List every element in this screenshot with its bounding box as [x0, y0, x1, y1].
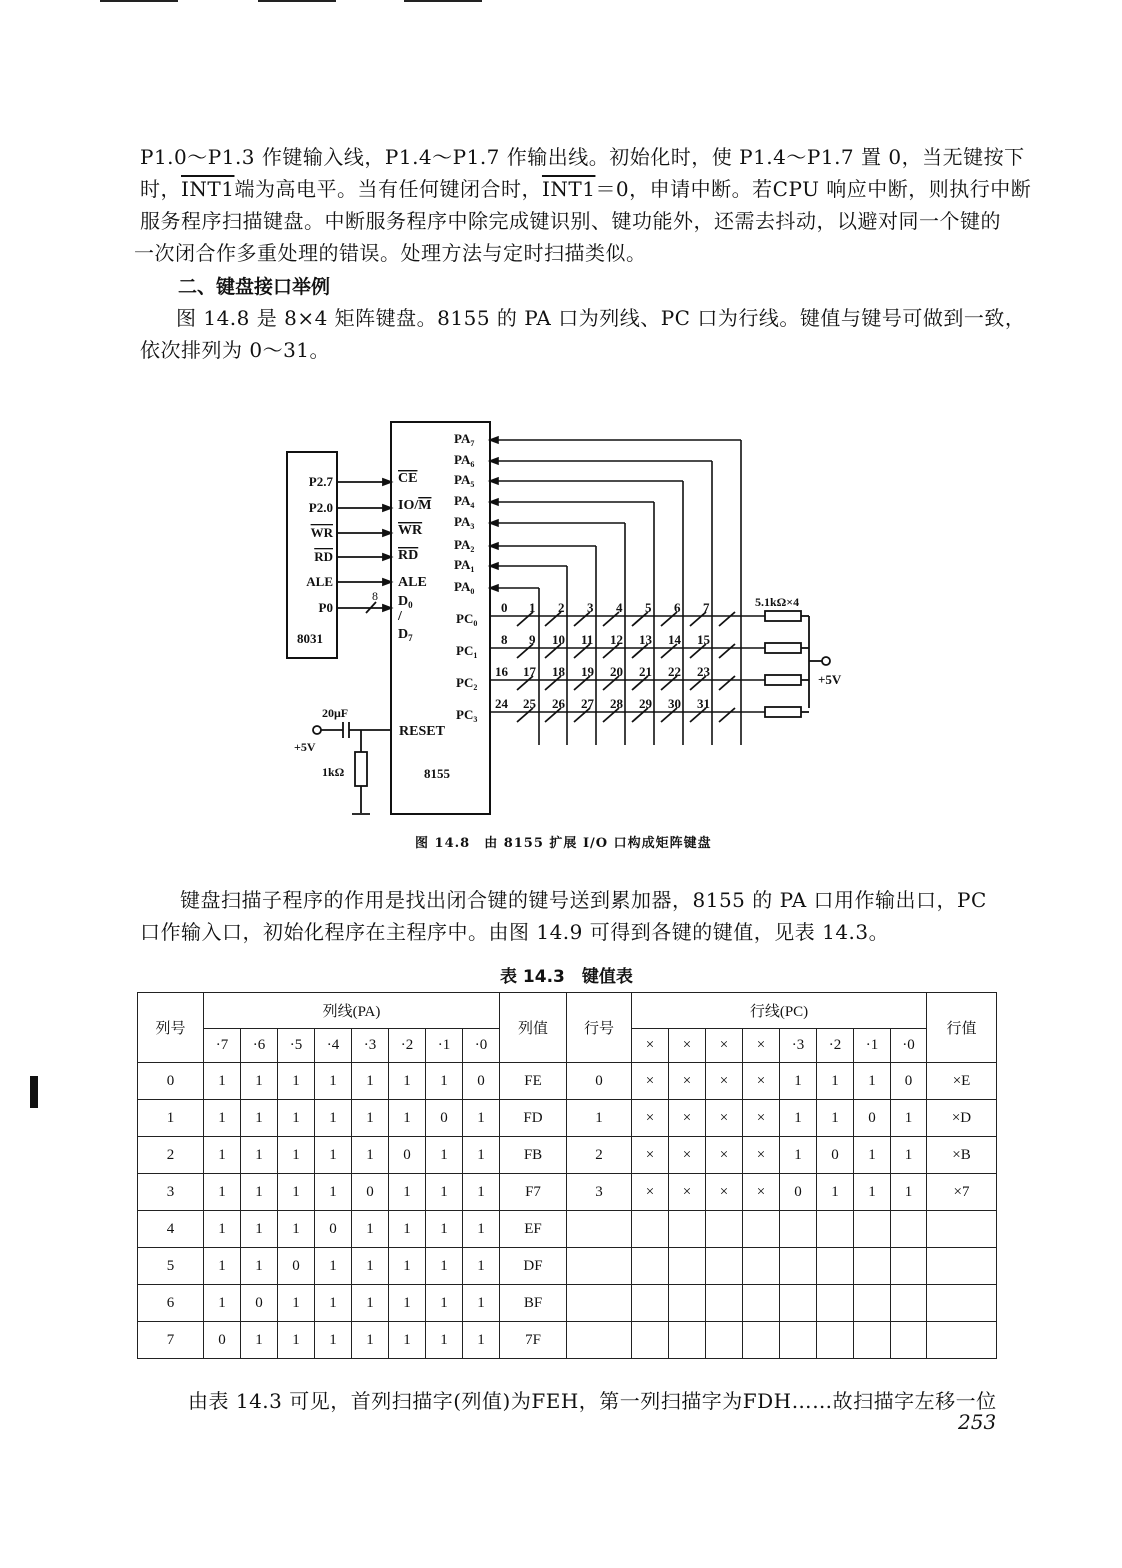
- pc-bit-cell: ×: [669, 1100, 706, 1137]
- column-number-cell: 3: [138, 1174, 204, 1211]
- pc-bit-header: ·0: [891, 1029, 927, 1063]
- reset-resistor-label: 1kΩ: [322, 765, 345, 779]
- wire-arrow: [490, 543, 498, 549]
- pc-bit-cell: [632, 1248, 669, 1285]
- wire-arrow: [490, 499, 498, 505]
- pa-pin-label: $PA_0$: [454, 579, 475, 596]
- key-switch: [719, 644, 735, 658]
- pin-8155-label: $D_0$: [398, 594, 413, 610]
- header-column-value: 列值: [500, 993, 567, 1063]
- pc-bit-cell: [817, 1322, 854, 1359]
- pc-bit-cell: [780, 1211, 817, 1248]
- key-number: 3: [587, 600, 594, 615]
- key-number: 19: [581, 664, 594, 679]
- page-number: 253: [958, 1410, 997, 1434]
- pa-bit-cell: 1: [241, 1248, 278, 1285]
- key-number: 10: [552, 632, 565, 647]
- pc-bit-cell: ×: [706, 1063, 743, 1100]
- pa-bit-cell: 1: [315, 1137, 352, 1174]
- pa-bit-cell: 0: [426, 1100, 463, 1137]
- wire-arrow: [383, 605, 391, 611]
- key-switch: [719, 708, 735, 722]
- pa-bit-cell: 1: [426, 1322, 463, 1359]
- pc-bit-cell: [854, 1248, 891, 1285]
- key-number: 6: [674, 600, 681, 615]
- column-value-cell: DF: [500, 1248, 567, 1285]
- pc-pin-label: $PC_3$: [456, 707, 478, 724]
- table-row: [138, 1285, 997, 1322]
- pc-bit-cell: [743, 1285, 780, 1322]
- row-number-cell: 1: [567, 1100, 632, 1137]
- key-number: 25: [523, 696, 536, 711]
- column-value-cell: BF: [500, 1285, 567, 1322]
- pa-bit-cell: 1: [204, 1211, 241, 1248]
- paragraph-3-line: 口作输入口，初始化程序在主程序中。由图 14.9 可得到各键的键值，见表 14.3。: [140, 920, 890, 944]
- pc-bit-cell: [743, 1248, 780, 1285]
- column-number-cell: 1: [138, 1100, 204, 1137]
- pc-bit-cell: 1: [854, 1174, 891, 1211]
- pc-bit-cell: 1: [854, 1063, 891, 1100]
- pc-bit-cell: 0: [817, 1137, 854, 1174]
- pc-bit-cell: [743, 1322, 780, 1359]
- supply-node: [809, 616, 830, 708]
- reset-pin-label: RESET: [399, 724, 445, 739]
- pa-bit-cell: 1: [352, 1063, 389, 1100]
- pc-bit-cell: [817, 1285, 854, 1322]
- wire-arrow: [490, 458, 498, 464]
- key-number: 26: [552, 696, 565, 711]
- margin-mark: [30, 1076, 38, 1108]
- capacitor-label: 20μF: [322, 706, 349, 720]
- pa-bit-cell: 1: [278, 1100, 315, 1137]
- pa-bit-cell: 1: [389, 1063, 426, 1100]
- key-number: 5: [645, 600, 652, 615]
- key-number: 0: [501, 600, 508, 615]
- pa-bit-cell: 1: [463, 1100, 500, 1137]
- pa-bit-cell: 1: [278, 1285, 315, 1322]
- pc-bit-cell: ×: [669, 1063, 706, 1100]
- int1-signal: INT1: [181, 177, 235, 201]
- pc-bit-cell: [669, 1285, 706, 1322]
- wire-arrow: [490, 563, 498, 569]
- pa-bit-header: ·4: [315, 1029, 352, 1063]
- pc-bit-cell: ×: [743, 1137, 780, 1174]
- header-pa: 列线(PA): [204, 993, 500, 1029]
- pc-bit-cell: ×: [632, 1063, 669, 1100]
- pa-bit-cell: 1: [352, 1248, 389, 1285]
- pa-bit-header: ·1: [426, 1029, 463, 1063]
- column-number-cell: 6: [138, 1285, 204, 1322]
- paragraph-1-line: P1.0～P1.3 作键输入线，P1.4～P1.7 作输出线。初始化时，使 P1.4～P1.7 置 0，当无键按下: [140, 145, 1025, 169]
- wire-arrow: [490, 585, 498, 591]
- paragraph-2-line: 依次排列为 0～31。: [140, 338, 331, 362]
- pc-bit-cell: [706, 1248, 743, 1285]
- key-number: 9: [529, 632, 536, 647]
- key-number: 4: [616, 600, 623, 615]
- wire-arrow: [383, 554, 391, 560]
- pc-bit-cell: 0: [780, 1174, 817, 1211]
- key-number: 15: [697, 632, 710, 647]
- table-row: [138, 1100, 997, 1137]
- key-number: 18: [552, 664, 565, 679]
- pa-bit-cell: 1: [315, 1322, 352, 1359]
- pa-bit-cell: 1: [389, 1322, 426, 1359]
- key-switch: [719, 612, 735, 626]
- key-number: 31: [697, 696, 710, 711]
- key-value-table: [137, 992, 997, 1359]
- wire-arrow: [490, 478, 498, 484]
- pa-bit-cell: 1: [315, 1174, 352, 1211]
- pc-bit-header: ×: [669, 1029, 706, 1063]
- key-number: 13: [639, 632, 652, 647]
- pc-bit-cell: ×: [706, 1100, 743, 1137]
- key-number: 17: [523, 664, 536, 679]
- pa-bit-cell: 0: [241, 1285, 278, 1322]
- pc-bit-cell: [669, 1322, 706, 1359]
- pc-bit-cell: [706, 1211, 743, 1248]
- pullup-resistor: [765, 611, 801, 621]
- pc-bit-header: ×: [706, 1029, 743, 1063]
- pa-pin-label: $PA_6$: [454, 452, 475, 469]
- column-value-cell: FB: [500, 1137, 567, 1174]
- pa-pin-label: $PA_5$: [454, 472, 475, 489]
- table-row: [138, 1174, 997, 1211]
- pin-8031-label: ALE: [306, 574, 333, 589]
- pa-bit-cell: 1: [463, 1285, 500, 1322]
- pc-bit-cell: ×: [743, 1063, 780, 1100]
- key-number: 2: [558, 600, 565, 615]
- key-number: 29: [639, 696, 652, 711]
- pa-bit-cell: 1: [389, 1285, 426, 1322]
- pc-bit-cell: [780, 1285, 817, 1322]
- pc-bit-cell: [891, 1285, 927, 1322]
- pc-bit-header: ·1: [854, 1029, 891, 1063]
- pa-bit-cell: 0: [204, 1322, 241, 1359]
- pc-pin-label: $PC_2$: [456, 675, 478, 692]
- column-value-cell: FD: [500, 1100, 567, 1137]
- pa-bit-cell: 1: [204, 1063, 241, 1100]
- column-number-cell: 2: [138, 1137, 204, 1174]
- pin-8031-label: P0: [318, 600, 333, 615]
- row-value-cell: ×B: [927, 1137, 997, 1174]
- pc-bit-cell: 0: [891, 1063, 927, 1100]
- pa-bit-header: ·0: [463, 1029, 500, 1063]
- pc-bit-header: ×: [632, 1029, 669, 1063]
- pa-bit-cell: 1: [463, 1211, 500, 1248]
- pc-pin-label: $PC_0$: [456, 611, 478, 628]
- key-number: 7: [703, 600, 710, 615]
- pc-bit-cell: 1: [891, 1100, 927, 1137]
- key-number: 1: [529, 600, 536, 615]
- pc-bit-cell: [854, 1211, 891, 1248]
- pc-bit-cell: [780, 1322, 817, 1359]
- key-number: 16: [495, 664, 508, 679]
- pa-bit-cell: 1: [241, 1100, 278, 1137]
- row-value-cell: [927, 1322, 997, 1359]
- wire-arrow: [383, 505, 391, 511]
- pc-bit-cell: [706, 1322, 743, 1359]
- wire-arrow: [490, 520, 498, 526]
- pc-bit-cell: [854, 1285, 891, 1322]
- pa-bit-cell: 0: [278, 1248, 315, 1285]
- pa-bit-header: ·2: [389, 1029, 426, 1063]
- paragraph-4: 由表 14.3 可见，首列扫描字(列值)为FEH，第一列扫描字为FDH……故扫描字左移一位: [188, 1389, 997, 1413]
- column-number-cell: 0: [138, 1063, 204, 1100]
- pa-bit-cell: 1: [241, 1211, 278, 1248]
- pa-pin-label: $PA_2$: [454, 537, 475, 554]
- pc-bit-cell: ×: [632, 1137, 669, 1174]
- key-number: 12: [610, 632, 623, 647]
- header-row-number: 行号: [567, 993, 632, 1063]
- wire-arrow: [383, 479, 391, 485]
- pa-bit-cell: 1: [241, 1174, 278, 1211]
- pullup-resistor: [765, 707, 801, 717]
- wire-arrow: [383, 530, 391, 536]
- row-value-cell: [927, 1285, 997, 1322]
- pc-bit-cell: [632, 1322, 669, 1359]
- pc-bit-header: ·3: [780, 1029, 817, 1063]
- pin-8155-label: ALE: [398, 575, 427, 590]
- pin-8031-label: WR: [310, 525, 333, 540]
- column-value-cell: EF: [500, 1211, 567, 1248]
- chip-8031-label: 8031: [297, 631, 323, 646]
- pa-bit-cell: 0: [389, 1137, 426, 1174]
- pc-bit-cell: ×: [669, 1137, 706, 1174]
- pa-bit-cell: 1: [241, 1322, 278, 1359]
- pin-8155-label: $D_7$: [398, 627, 413, 643]
- table-row: [138, 1322, 997, 1359]
- row-number-cell: 2: [567, 1137, 632, 1174]
- pullup-resistor: [765, 675, 801, 685]
- pin-8155-label: /: [398, 609, 402, 624]
- pa-bit-cell: 1: [352, 1137, 389, 1174]
- pa-bit-cell: 1: [241, 1137, 278, 1174]
- pc-bit-cell: 1: [817, 1063, 854, 1100]
- pa-bit-cell: 1: [463, 1137, 500, 1174]
- paragraph-1-line: 一次闭合作多重处理的错误。处理方法与定时扫描类似。: [134, 241, 647, 265]
- figure-caption: 图 14.8 由 8155 扩展 I/O 口构成矩阵键盘: [415, 836, 712, 851]
- pc-bit-cell: 0: [854, 1100, 891, 1137]
- key-number: 22: [668, 664, 681, 679]
- pc-pin-label: $PC_1$: [456, 643, 478, 660]
- pa-bit-cell: 1: [463, 1248, 500, 1285]
- pc-bit-cell: [891, 1211, 927, 1248]
- header-row-value: 行值: [927, 993, 997, 1063]
- pc-bit-cell: [780, 1248, 817, 1285]
- pa-bit-header: ·5: [278, 1029, 315, 1063]
- wire-arrow: [383, 579, 391, 585]
- table-row: [138, 1137, 997, 1174]
- pc-bit-cell: ×: [706, 1174, 743, 1211]
- row-number-cell: [567, 1248, 632, 1285]
- pc-bit-cell: 1: [891, 1174, 927, 1211]
- supply-label: +5V: [818, 672, 842, 687]
- pc-bit-cell: ×: [669, 1174, 706, 1211]
- pa-bit-cell: 1: [426, 1063, 463, 1100]
- pa-bit-cell: 1: [426, 1137, 463, 1174]
- pa-bit-cell: 1: [315, 1100, 352, 1137]
- pc-bit-cell: [817, 1248, 854, 1285]
- pa-bit-cell: 1: [426, 1285, 463, 1322]
- pin-8155-label: WR: [398, 523, 423, 538]
- row-number-cell: 0: [567, 1063, 632, 1100]
- row-number-cell: [567, 1285, 632, 1322]
- pc-bit-cell: ×: [743, 1100, 780, 1137]
- pa-bit-cell: 1: [463, 1322, 500, 1359]
- bus-width-label: 8: [372, 589, 378, 603]
- resistor-label: 5.1kΩ×4: [755, 595, 800, 609]
- pin-8031-label: P2.0: [308, 500, 333, 515]
- pc-bit-cell: 1: [817, 1100, 854, 1137]
- column-number-cell: 7: [138, 1322, 204, 1359]
- key-number: 14: [668, 632, 681, 647]
- row-value-cell: ×7: [927, 1174, 997, 1211]
- pullup-resistor: [765, 643, 801, 653]
- pa-bit-cell: 1: [352, 1100, 389, 1137]
- pa-bit-cell: 1: [278, 1063, 315, 1100]
- pin-8155-label: RD: [398, 548, 419, 563]
- pa-bit-cell: 1: [426, 1174, 463, 1211]
- pa-pin-label: $PA_3$: [454, 514, 475, 531]
- key-number: 30: [668, 696, 681, 711]
- pa-bit-cell: 1: [204, 1248, 241, 1285]
- column-number-cell: 5: [138, 1248, 204, 1285]
- wire-arrow: [490, 437, 498, 443]
- pa-bit-cell: 1: [389, 1100, 426, 1137]
- pa-bit-cell: 1: [278, 1322, 315, 1359]
- column-number-cell: 4: [138, 1211, 204, 1248]
- pa-pin-label: $PA_1$: [454, 557, 475, 574]
- row-value-cell: [927, 1248, 997, 1285]
- key-number: 27: [581, 696, 594, 711]
- pc-bit-cell: 1: [780, 1100, 817, 1137]
- pa-bit-cell: 1: [278, 1137, 315, 1174]
- pc-bit-cell: [854, 1322, 891, 1359]
- paragraph-1-line: 时，INT1端为高电平。当有任何键闭合时，INT1＝0，申请中断。若CPU 响应中断，则执行中断: [140, 177, 1032, 201]
- paragraph-1-line: 服务程序扫描键盘。中断服务程序中除完成键识别、键功能外，还需去抖动，以避对同一个键的: [140, 209, 1001, 233]
- pa-bit-cell: 1: [204, 1100, 241, 1137]
- paragraph-3: [140, 884, 987, 948]
- pc-bit-header: ·2: [817, 1029, 854, 1063]
- pc-bit-cell: [669, 1211, 706, 1248]
- pc-bit-cell: ×: [706, 1137, 743, 1174]
- key-number: 8: [501, 632, 508, 647]
- paragraph-2-line: 图 14.8 是 8×4 矩阵键盘。8155 的 PA 口为列线、PC 口为行线。键值与键号可做到一致，: [176, 306, 1026, 330]
- pa-bit-cell: 1: [426, 1211, 463, 1248]
- pc-bit-cell: [891, 1322, 927, 1359]
- pin-8031-label: P2.7: [308, 474, 333, 489]
- pa-bit-cell: 0: [315, 1211, 352, 1248]
- table-title: 表 14.3 键值表: [500, 967, 633, 987]
- pc-bit-cell: [632, 1211, 669, 1248]
- pa-bit-cell: 1: [315, 1063, 352, 1100]
- section-heading: 二、键盘接口举例: [178, 276, 331, 298]
- chip-8155-label: 8155: [424, 766, 450, 781]
- column-value-cell: F7: [500, 1174, 567, 1211]
- table-row: [138, 1063, 997, 1100]
- pa-bit-cell: 1: [389, 1248, 426, 1285]
- pa-bit-cell: 1: [352, 1211, 389, 1248]
- pa-bit-cell: 1: [352, 1285, 389, 1322]
- key-number: 11: [581, 632, 594, 647]
- column-value-cell: FE: [500, 1063, 567, 1100]
- pc-bit-cell: 1: [891, 1137, 927, 1174]
- pc-bit-cell: ×: [743, 1174, 780, 1211]
- pc-bit-cell: 1: [780, 1137, 817, 1174]
- reset-supply-label: +5V: [294, 740, 316, 754]
- pa-bit-header: ·6: [241, 1029, 278, 1063]
- key-number: 21: [639, 664, 652, 679]
- pa-bit-cell: 1: [389, 1211, 426, 1248]
- pin-8155-label: IO/M: [398, 498, 432, 513]
- pa-bit-cell: 0: [463, 1063, 500, 1100]
- pa-bit-cell: 1: [426, 1248, 463, 1285]
- pa-bit-cell: 1: [204, 1174, 241, 1211]
- pc-bit-cell: 1: [817, 1174, 854, 1211]
- pc-bit-cell: [669, 1248, 706, 1285]
- pa-bit-cell: 1: [352, 1322, 389, 1359]
- pc-bit-cell: [891, 1248, 927, 1285]
- key-number: 24: [495, 696, 508, 711]
- paragraph-3-line: 键盘扫描子程序的作用是找出闭合键的键号送到累加器，8155 的 PA 口用作输出口，PC: [180, 888, 987, 912]
- row-value-cell: [927, 1211, 997, 1248]
- pin-8155-label: CE: [398, 471, 418, 486]
- pc-bit-cell: ×: [632, 1174, 669, 1211]
- pa-bit-cell: 0: [352, 1174, 389, 1211]
- row-value-cell: ×D: [927, 1100, 997, 1137]
- pa-bit-header: ·3: [352, 1029, 389, 1063]
- pa-bit-cell: 1: [315, 1248, 352, 1285]
- pc-bit-cell: 1: [780, 1063, 817, 1100]
- table-row: [138, 1248, 997, 1285]
- pa-bit-cell: 1: [278, 1211, 315, 1248]
- int1-signal: INT1: [541, 177, 596, 201]
- pc-bit-cell: [743, 1211, 780, 1248]
- pc-bit-header: ×: [743, 1029, 780, 1063]
- pa-pin-label: $PA_4$: [454, 493, 475, 510]
- pa-bit-cell: 1: [278, 1174, 315, 1211]
- row-number-cell: [567, 1322, 632, 1359]
- pin-8031-label: RD: [314, 549, 333, 564]
- row-number-cell: [567, 1211, 632, 1248]
- key-switch: [719, 676, 735, 690]
- row-value-cell: ×E: [927, 1063, 997, 1100]
- pa-bit-cell: 1: [389, 1174, 426, 1211]
- column-value-cell: 7F: [500, 1322, 567, 1359]
- key-number: 28: [610, 696, 623, 711]
- pa-bit-cell: 1: [204, 1137, 241, 1174]
- pa-bit-header: ·7: [204, 1029, 241, 1063]
- pa-bit-cell: 1: [204, 1285, 241, 1322]
- pa-bit-cell: 1: [241, 1063, 278, 1100]
- pa-pin-label: $PA_7$: [454, 431, 475, 448]
- key-number: 20: [610, 664, 623, 679]
- pc-bit-cell: [817, 1211, 854, 1248]
- pc-bit-cell: [706, 1285, 743, 1322]
- table-row: [138, 1211, 997, 1248]
- row-number-cell: 3: [567, 1174, 632, 1211]
- pc-bit-cell: 1: [854, 1137, 891, 1174]
- pc-bit-cell: ×: [632, 1100, 669, 1137]
- key-number: 23: [697, 664, 710, 679]
- header-column-number: 列号: [138, 993, 204, 1063]
- pc-bit-cell: [632, 1285, 669, 1322]
- pa-bit-cell: 1: [463, 1174, 500, 1211]
- pa-bit-cell: 1: [315, 1285, 352, 1322]
- header-pc: 行线(PC): [632, 993, 927, 1029]
